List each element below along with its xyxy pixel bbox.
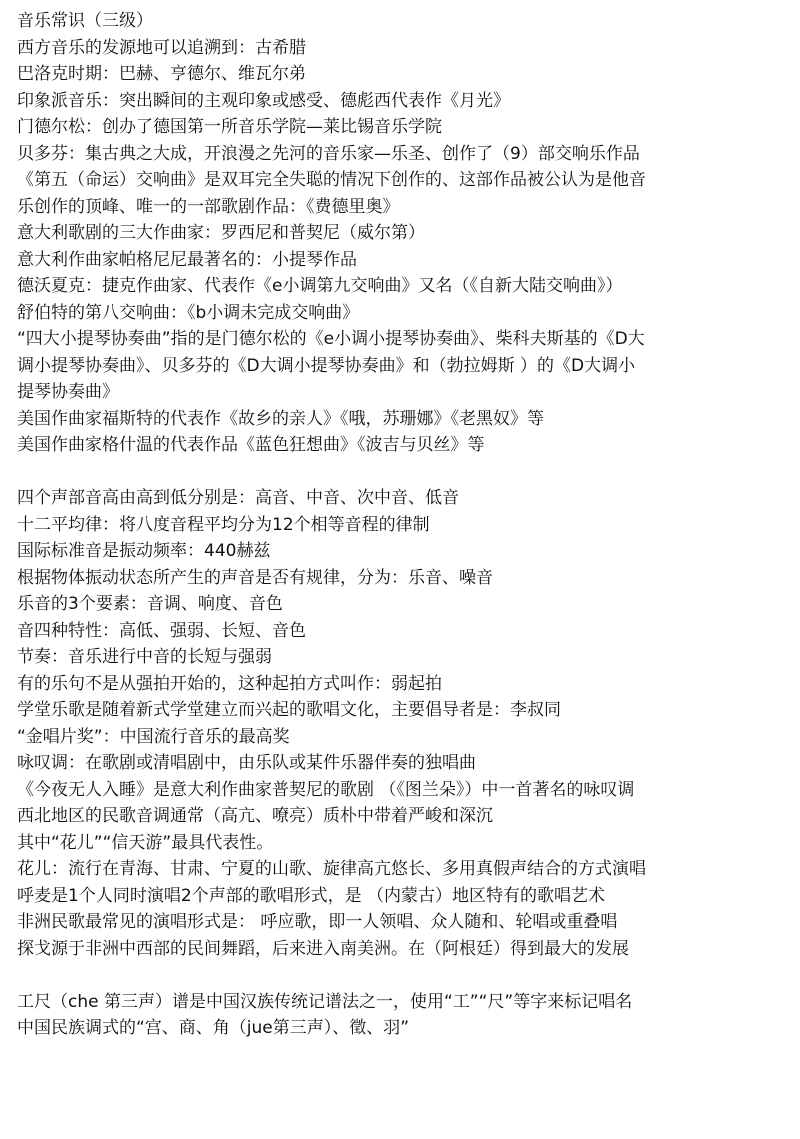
section-notation	[17, 989, 795, 1042]
text-line: 舒伯特的第八交响曲：《b小调未完成交响曲》	[17, 302, 360, 323]
text-line: 意大利歌剧的三大作曲家：罗西尼和普契尼（威尔第）	[17, 223, 425, 243]
section-famous-composers	[17, 8, 795, 459]
text-line: 门德尔松：创办了德国第一所音乐学院—莱比锡音乐学院	[17, 117, 442, 137]
text-line: 根据物体振动状态所产生的声音是否有规律，分为：乐音、噪音	[17, 567, 493, 588]
text-line: 有的乐句不是从强拍开始的，这种起拍方式叫作：弱起拍	[17, 673, 442, 694]
text-line: 西方音乐的发源地可以追溯到：古希腊	[17, 37, 306, 58]
text-line: 其中“花儿”“信天游”最具代表性。	[17, 832, 274, 853]
section-music-basics	[17, 485, 795, 962]
text-line: 国际标准音是振动频率：440赫兹	[17, 541, 271, 561]
text-line: 美国作曲家福斯特的代表作《故乡的亲人》《哦，苏珊娜》《老黑奴》等	[17, 408, 544, 429]
text-line: 花儿：流行在青海、甘肃、宁夏的山歌、旋律高亢悠长、多用真假声结合的方式演唱	[17, 859, 646, 879]
text-line: 节奏：音乐进行中音的长短与强弱	[17, 647, 272, 667]
text-line: 提琴协奏曲》	[17, 382, 119, 402]
text-line: 贝多芬：集古典之大成，开浪漫之先河的音乐家—乐圣、创作了（9）部交响乐作品	[17, 143, 640, 164]
text-line: 中国民族调式的“宫、商、角（jue第三声）、徵、羽”	[17, 1018, 410, 1038]
text-line: 四个声部音高由高到低分别是：高音、中音、次中音、低音	[17, 488, 459, 508]
text-line: 学堂乐歌是随着新式学堂建立而兴起的歌唱文化，主要倡导者是：李叔同	[17, 700, 561, 720]
text-line: 工尺（che 第三声）谱是中国汉族传统记谱法之一，使用“工”“尺”等字来标记唱名	[17, 991, 633, 1012]
text-line: “金唱片奖”：中国流行音乐的最高奖	[17, 726, 290, 747]
text-line: 呼麦是1个人同时演唱2个声部的歌唱形式，是 （内蒙古）地区特有的歌唱艺术	[17, 885, 606, 906]
text-line: 《今夜无人入睡》是意大利作曲家普契尼的歌剧 （《图兰朵》）中一首著名的咏叹调	[17, 779, 635, 800]
text-line: 音四种特性：高低、强弱、长短、音色	[17, 620, 306, 641]
text-line: 德沃夏克：捷克作曲家、代表作《e小调第九交响曲》又名（《自新大陆交响曲》）	[17, 276, 623, 296]
text-line: 探戈源于非洲中西部的民间舞蹈，后来进入南美洲。在（阿根廷）得到最大的发展	[17, 938, 629, 959]
document-title: 音乐常识（三级）	[17, 11, 153, 31]
text-line: 巴洛克时期：巴赫、亨德尔、维瓦尔弟	[17, 64, 306, 84]
text-line: 乐创作的顶峰、唯一的一部歌剧作品：《费德里奥》	[17, 196, 400, 217]
text-line: 意大利作曲家帕格尼尼最著名的：小提琴作品	[17, 249, 357, 270]
blank-line	[17, 459, 795, 486]
text-line: 乐音的3个要素：音调、响度、音色	[17, 594, 283, 614]
text-line: 西北地区的民歌音调通常（高亢、嘹亮）质朴中带着严峻和深沉	[17, 806, 493, 826]
text-line: 十二平均律：将八度音程平均分为12个相等音程的律制	[17, 514, 430, 535]
text-line: 美国作曲家格什温的代表作品《蓝色狂想曲》《波吉与贝丝》等	[17, 435, 485, 455]
text-line: 《第五（命运）交响曲》是双耳完全失聪的情况下创作的、这部作品被公认为是他音	[17, 170, 646, 190]
blank-line	[17, 962, 795, 989]
text-line: 印象派音乐：突出瞬间的主观印象或感受、德彪西代表作《月光》	[17, 90, 510, 111]
text-line: 咏叹调：在歌剧或清唱剧中，由乐队或某件乐器伴奏的独唱曲	[17, 753, 476, 773]
text-line: “四大小提琴协奏曲”指的是门德尔松的《e小调小提琴协奏曲》、柴科夫斯基的《D大	[17, 329, 645, 349]
text-line: 非洲民歌最常见的演唱形式是： 呼应歌，即一人领唱、众人随和、轮唱或重叠唱	[17, 912, 618, 932]
text-line: 调小提琴协奏曲》、贝多芬的《D大调小提琴协奏曲》和（勃拉姆斯 ）的《D大调小	[17, 355, 636, 376]
document-text	[17, 8, 795, 1042]
